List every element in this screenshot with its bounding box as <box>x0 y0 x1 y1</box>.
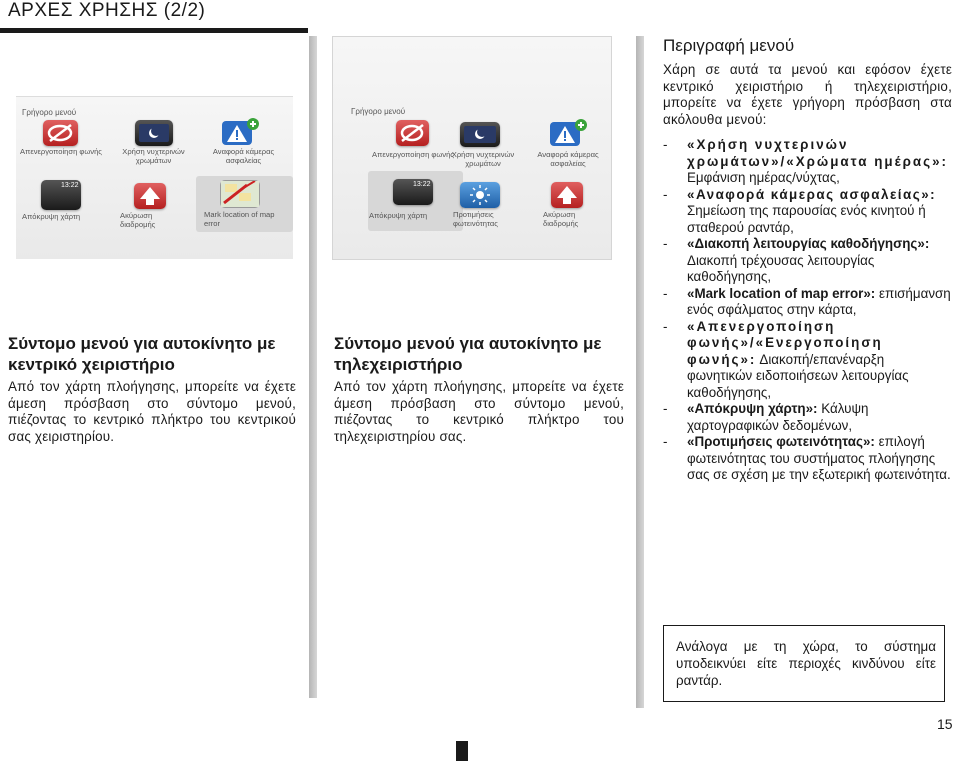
middle-section-body: Από τον χάρτη πλοήγησης, μπορείτε να έχετε άμεση πρόσβαση στο σύντομο μενού, πιέζοντας το κεντρικό πλήκτρο του τηλεχειριστηρίου σας. <box>334 379 624 444</box>
list-item: - «Αναφορά κάμερας ασφαλείας»: Σημείωση της παρουσίας ενός κινητού ή σταθερού ραντάρ, <box>663 186 937 235</box>
tile-caption-map-error: Mark location of map error <box>204 210 275 228</box>
night-colors-icon[interactable] <box>460 122 500 147</box>
tile-caption-safety-camera: Αναφορά κάμερας ασφαλείας <box>537 150 599 168</box>
cancel-route-icon[interactable] <box>551 182 583 208</box>
note-box <box>663 625 945 702</box>
brightness-icon[interactable] <box>460 182 500 208</box>
menu-description-heading: Περιγραφή μενού <box>663 36 795 55</box>
tile-caption-voice-off: Απενεργοποίηση φωνής <box>20 147 102 156</box>
list-item: - «Απενεργοποίηση φωνής»/«Ενεργοποίηση φωνής»: Διακοπή/επανέναρξη φωνητικών ειδοποιήσεων λειτουργίας καθοδήγησης, <box>663 318 909 400</box>
tile-caption-night-colors: Χρήση νυχτερινών χρωμάτων <box>122 147 185 165</box>
cancel-route-icon[interactable] <box>134 183 166 209</box>
list-item: - «Χρήση νυχτερινών χρωμάτων»/«Χρώματα ημέρας»: Εμφάνιση ημέρας/νύχτας, <box>663 137 949 185</box>
quick-menu-screen-central-controller <box>16 40 293 257</box>
quick-menu-screen-remote-control <box>332 36 612 260</box>
left-section-heading: Σύντομο μενού για αυτοκίνητο με κεντρικό χειριστήριο <box>8 334 276 374</box>
list-item: - «Διακοπή λειτουργίας καθοδήγησης»: Διακοπή τρέχουσας λειτουργίας καθοδήγησης, <box>663 236 930 284</box>
tile-caption-hide-map: Απόκρυψη χάρτη <box>22 212 81 221</box>
print-mark <box>456 741 468 761</box>
left-section-body: Από τον χάρτη πλοήγησης, μπορείτε να έχετε άμεση πρόσβαση στο σύντομο μενού, πιέζοντας το κεντρικό πλήκτρο του κεντρικού σας χειριστηρίου. <box>8 379 296 444</box>
quick-menu-label: Γρήγορο μενού <box>22 108 77 117</box>
safety-camera-report-icon[interactable] <box>220 116 260 146</box>
clock-readout: 13:22 <box>61 182 79 189</box>
page-number: 15 <box>937 716 953 732</box>
title-rule <box>0 28 308 33</box>
menu-description-list <box>663 137 952 484</box>
page-title: ΑΡΧΕΣ ΧΡΗΣΗΣ (2/2) <box>8 0 206 21</box>
list-item: - «Απόκρυψη χάρτη»: Κάλυψη χαρτογραφικών δεδομένων, <box>663 401 869 433</box>
list-item: - «Προτιμήσεις φωτεινότητας»: επιλογή φωτεινότητας του συστήματος πλοήγησης σας σε σχέση με την εξωτερική φωτεινότητα. <box>663 434 951 482</box>
clock-readout: 13:22 <box>413 181 431 188</box>
tile-caption-cancel-route: Ακύρωση διαδρομής <box>120 211 156 229</box>
menu-description-intro: Χάρη σε αυτά τα μενού και εφόσον έχετε κεντρικό χειριστήριο ή τηλεχειριστήριο, μπορείτε να έχετε γρήγορη πρόσβαση στα ακόλουθα μενού: <box>663 62 952 127</box>
hide-map-icon[interactable] <box>393 179 433 205</box>
night-colors-icon[interactable] <box>135 120 173 146</box>
quick-menu-label: Γρήγορο μενού <box>351 107 406 116</box>
safety-camera-report-icon[interactable] <box>548 117 588 147</box>
tile-caption-safety-camera: Αναφορά κάμερας ασφαλείας <box>212 147 275 165</box>
tile-caption-cancel-route: Ακύρωση διαδρομής <box>543 210 579 228</box>
hide-map-icon[interactable] <box>41 180 81 210</box>
tile-caption-voice-off: Απενεργοποίηση φωνής <box>372 150 454 159</box>
tile-caption-night-colors: Χρήση νυχτερινών χρωμάτων <box>451 150 515 168</box>
tile-caption-hide-map: Απόκρυψη χάρτη <box>369 211 428 220</box>
right-column-divider <box>636 36 644 708</box>
column-divider <box>309 36 317 698</box>
list-item: - «Mark location of map error»: επισήμανση ενός σφάλματος στην κάρτα, <box>663 285 951 317</box>
voice-off-icon[interactable] <box>43 120 78 146</box>
tile-caption-brightness: Προτιμήσεις φωτεινότητας <box>453 210 498 228</box>
voice-off-icon[interactable] <box>396 120 429 146</box>
map-error-icon[interactable] <box>220 180 260 208</box>
middle-section-heading: Σύντομο μενού για αυτοκίνητο με τηλεχειριστήριο <box>334 334 602 374</box>
note-text: Ανάλογα με τη χώρα, το σύστημα υποδεικνύει είτε περιοχές κινδύνου είτε ραντάρ. <box>676 639 936 688</box>
